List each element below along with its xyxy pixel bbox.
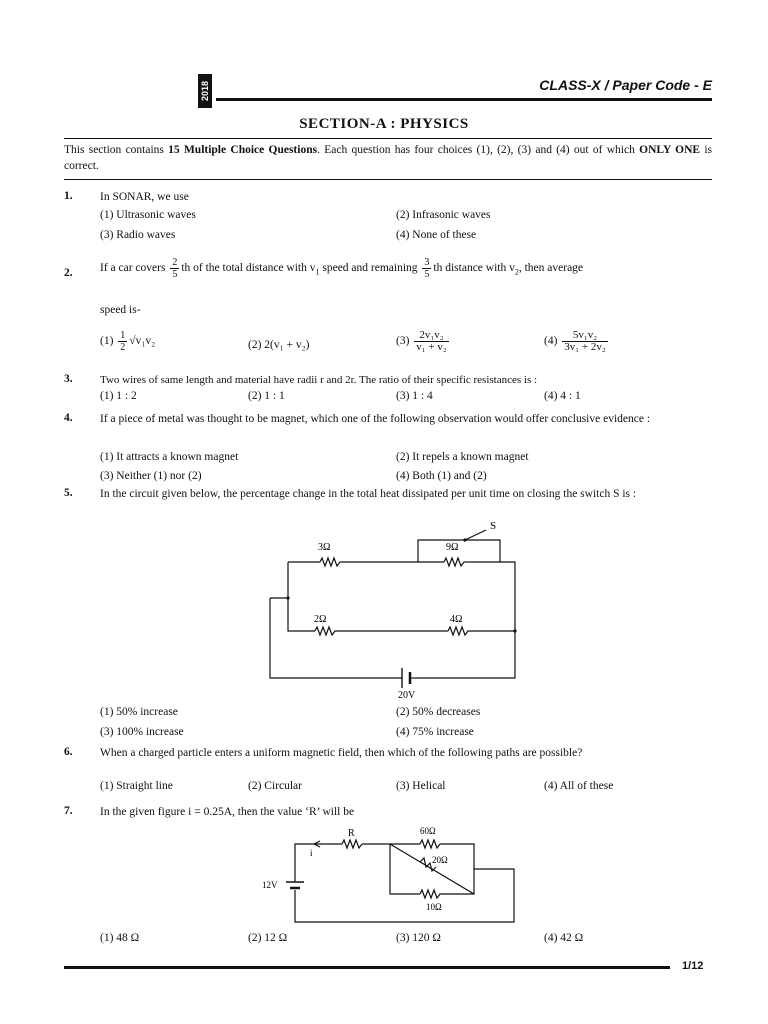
circuit-diagram-q5 bbox=[260, 518, 530, 703]
switch-label: S bbox=[490, 520, 497, 532]
option: (2) It repels a known magnet bbox=[396, 451, 529, 463]
question-number: 2. bbox=[64, 267, 73, 279]
battery-label: 12V bbox=[262, 880, 278, 890]
question-number: 7. bbox=[64, 805, 73, 817]
question-text: When a charged particle enters a uniform magnetic field, then which of the following paths are possible? bbox=[100, 747, 583, 759]
option: (1) Ultrasonic waves bbox=[100, 209, 196, 221]
option: (3) Neither (1) nor (2) bbox=[100, 470, 202, 482]
question-number: 3. bbox=[64, 373, 73, 385]
circuit-diagram-q7 bbox=[262, 822, 522, 930]
option: (2) Circular bbox=[248, 780, 302, 792]
option: (2) Infrasonic waves bbox=[396, 209, 491, 221]
option: (3) 120 Ω bbox=[396, 932, 441, 944]
question-number: 6. bbox=[64, 746, 73, 758]
question-text: In the given figure i = 0.25A, then the value ‘R’ will be bbox=[100, 806, 355, 818]
question-text: Two wires of same length and material have radii r and 2r. The ratio of their specific resistances is : bbox=[100, 374, 538, 386]
option: (3) Radio waves bbox=[100, 229, 176, 241]
option: (4) None of these bbox=[396, 229, 477, 241]
question-text: If a piece of metal was thought to be magnet, which one of the following observation would offer conclusive evidence : bbox=[100, 413, 651, 425]
option: (1) $\frac{1}{2}$ √v₁v₂ bbox=[100, 330, 156, 353]
option: (3) $\frac{\text{2v₁v₂}}{\text{v₁ + v₂}}$ bbox=[396, 329, 447, 353]
question-number: 4. bbox=[64, 412, 73, 424]
question-text: In SONAR, we use bbox=[100, 191, 189, 203]
battery-label: 20V bbox=[398, 690, 416, 701]
option: (4) $\frac{\text{5v₁v₂}}{\text{3v₁ + 2v₂}}$ bbox=[544, 329, 606, 353]
resistor-label: 9Ω bbox=[446, 542, 459, 553]
option: (1) Straight line bbox=[100, 780, 173, 792]
question-text-cont: speed is- bbox=[100, 304, 141, 316]
option: (1) 50% increase bbox=[100, 706, 178, 718]
option: (3) 100% increase bbox=[100, 726, 184, 738]
option: (3) Helical bbox=[396, 780, 446, 792]
header-rule bbox=[216, 98, 712, 101]
option: (4) 42 Ω bbox=[544, 932, 584, 944]
resistor-label: 20Ω bbox=[432, 855, 448, 865]
section-rule-top bbox=[64, 138, 712, 139]
option: (1) It attracts a known magnet bbox=[100, 451, 239, 463]
resistor-label: 10Ω bbox=[426, 902, 442, 912]
page-number: 1/12 bbox=[682, 960, 704, 972]
option: (1) 48 Ω bbox=[100, 932, 140, 944]
option: (4) 4 : 1 bbox=[544, 390, 581, 402]
question-text: If a car covers $\frac{2}{5}$ th of the total distance with $v_1$ speed and remaining $\frac{3}{5}$ th distance with $v_2$, then average bbox=[100, 257, 584, 280]
question-number: 5. bbox=[64, 487, 73, 499]
resistor-label: 2Ω bbox=[314, 614, 327, 625]
option: (4) 75% increase bbox=[396, 726, 474, 738]
option: (2) 2(v₁ + v₂) bbox=[248, 339, 310, 351]
question-number: 1. bbox=[64, 190, 73, 202]
question-text: In the circuit given below, the percentage change in the total heat dissipated per unit time on closing the switch S is : bbox=[100, 488, 637, 500]
footer-rule bbox=[64, 966, 670, 969]
year-label: 2018 bbox=[200, 80, 210, 102]
instructions: This section contains 15 Multiple Choice Questions. Each question has four choices (1), (2), (3) and (4) out of which ONLY ONE is correct. bbox=[64, 144, 713, 172]
section-rule-bottom bbox=[64, 179, 712, 180]
year-tab bbox=[198, 74, 212, 108]
section-title: SECTION-A : PHYSICS bbox=[299, 116, 469, 132]
option: (1) 1 : 2 bbox=[100, 390, 137, 402]
current-label: i bbox=[310, 848, 313, 858]
option: (3) 1 : 4 bbox=[396, 390, 433, 402]
resistor-label: 3Ω bbox=[318, 542, 331, 553]
resistor-label-r: R bbox=[348, 828, 355, 839]
option: (4) Both (1) and (2) bbox=[396, 470, 487, 482]
resistor-label: 60Ω bbox=[420, 826, 436, 836]
option: (4) All of these bbox=[544, 780, 614, 792]
paper-code: CLASS-X / Paper Code - E bbox=[539, 77, 712, 93]
option: (2) 12 Ω bbox=[248, 932, 288, 944]
resistor-label: 4Ω bbox=[450, 614, 463, 625]
option: (2) 1 : 1 bbox=[248, 390, 285, 402]
option: (2) 50% decreases bbox=[396, 706, 481, 718]
